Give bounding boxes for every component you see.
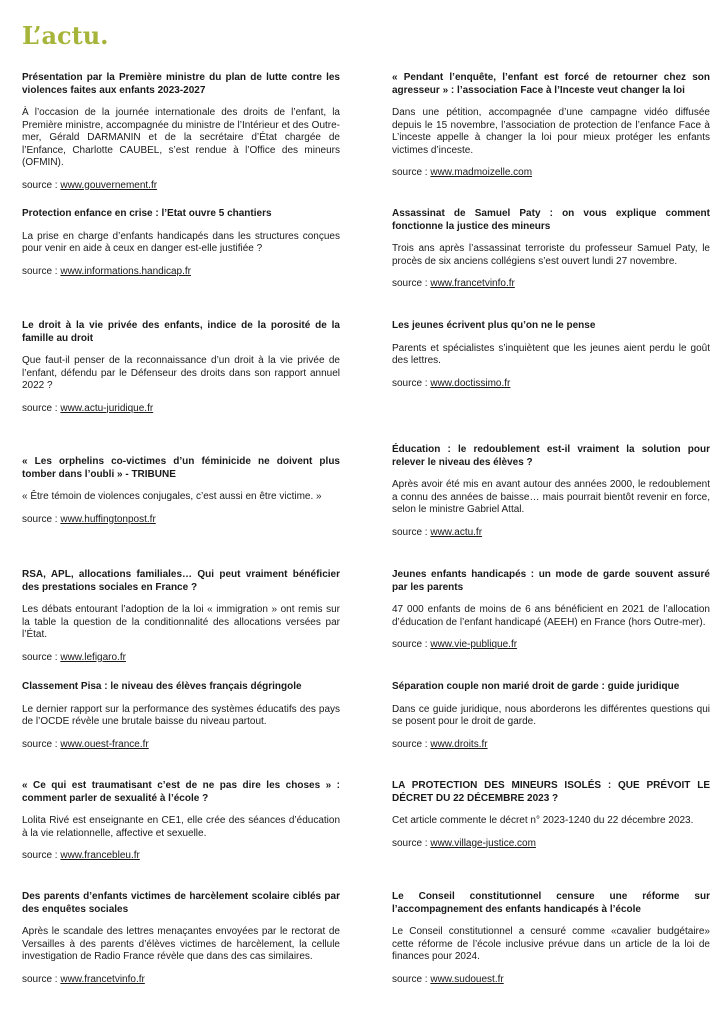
- article-summary: Que faut-il penser de la reconnaissance d’un droit à la vie privée de l’enfant, défendu par le Défenseur des droits dans son rapport annuel 2022 ?: [22, 355, 340, 391]
- source-link[interactable]: www.francetvinfo.fr: [430, 278, 515, 289]
- article-summary: Trois ans après l’assassinat terroriste du professeur Samuel Paty, le procès de six anciens collégiens s’est ouvert lundi 27 novembre.: [392, 243, 710, 267]
- article-title: Le Conseil constitutionnel censure une réforme sur l’accompagnement des enfants handicapés à l’école: [392, 891, 710, 915]
- source-label: source :: [392, 278, 431, 289]
- source-link[interactable]: www.francetvinfo.fr: [60, 973, 145, 985]
- article-summary: 47 000 enfants de moins de 6 ans bénéficient en 2021 de l’allocation d’éducation de l’enfant handicapé (AEEH) en France (hors Outre-mer).: [392, 604, 710, 628]
- source-label: source :: [22, 850, 61, 861]
- article: [22, 891, 340, 986]
- article-source: [392, 639, 710, 652]
- article-summary: « Être témoin de violences conjugales, c’est aussi en être victime. »: [22, 491, 322, 502]
- article: [22, 208, 340, 278]
- article-source: [22, 514, 340, 527]
- article: [392, 681, 710, 751]
- article: [392, 569, 710, 652]
- source-label: source :: [22, 179, 61, 191]
- source-link[interactable]: www.gouvernement.fr: [60, 179, 158, 191]
- article: [22, 72, 340, 192]
- article-title: LA PROTECTION DES MINEURS ISOLÉS : QUE PRÉVOIT LE DÉCRET DU 22 DÉCEMBRE 2023 ?: [392, 780, 710, 804]
- article-source: [22, 180, 340, 193]
- article-source: [392, 739, 710, 752]
- source-label: source :: [22, 973, 61, 985]
- article-title: « Ce qui est traumatisant c’est de ne pas dire les choses » : comment parler de sexualité à l’école ?: [22, 780, 340, 804]
- article-title: Assassinat de Samuel Paty : on vous explique comment fonctionne la justice des mineurs: [392, 208, 710, 232]
- article-source: [22, 403, 340, 416]
- article-title: Séparation couple non marié droit de garde : guide juridique: [392, 681, 680, 692]
- article: [392, 780, 710, 850]
- article: [392, 208, 710, 291]
- article-summary: Parents et spécialistes s’inquiètent que les jeunes aient perdu le goût des lettres.: [392, 342, 710, 366]
- article-title: RSA, APL, allocations familiales… Qui peut vraiment bénéficier des prestations sociales en France ?: [22, 569, 340, 593]
- article-source: [392, 378, 710, 391]
- article-summary: Après avoir été mis en avant autour des années 2000, le redoublement a connu des années de baisse… mais pourrait bientôt revenir en force, selon le ministre Gabriel Attal.: [392, 479, 710, 515]
- source-label: source :: [392, 377, 431, 389]
- source-link[interactable]: www.sudouest.fr: [430, 973, 504, 985]
- source-link[interactable]: www.francebleu.fr: [60, 850, 140, 861]
- source-link[interactable]: www.informations.handicap.fr: [60, 265, 191, 277]
- source-link[interactable]: www.actu.fr: [430, 526, 483, 538]
- article-summary: Les débats entourant l’adoption de la loi « immigration » ont remis sur la table la question de la conditionnalité des allocations versées par l’État.: [22, 604, 340, 640]
- source-link[interactable]: www.village-justice.com: [430, 837, 536, 849]
- source-link[interactable]: www.lefigaro.fr: [60, 651, 126, 663]
- article-source: [22, 974, 340, 987]
- article-summary: Lolita Rivé est enseignante en CE1, elle crée des séances d’éducation à la vie relationnelle, affective et sexuelle.: [22, 815, 340, 839]
- article-title: Protection enfance en crise : l’Etat ouvre 5 chantiers: [22, 208, 272, 219]
- article-title: Des parents d’enfants victimes de harcèlement scolaire ciblés par des enquêtes sociales: [22, 891, 340, 915]
- article: [392, 320, 710, 390]
- article: [392, 891, 710, 986]
- article-summary: Le Conseil constitutionnel a censuré comme «cavalier budgétaire» cette réforme de l’école inclusive prévue dans un article de la loi de finances pour 2024.: [392, 926, 710, 962]
- article-title: « Pendant l’enquête, l’enfant est forcé de retourner chez son agresseur » : l’association Face à l’Inceste veut changer la loi: [392, 72, 710, 96]
- article-source: [22, 850, 340, 863]
- article-source: [392, 278, 710, 291]
- source-link[interactable]: www.vie-publique.fr: [430, 639, 518, 650]
- source-label: source :: [392, 167, 431, 178]
- page-title: L’actu.: [22, 21, 109, 50]
- article-source: [22, 739, 340, 752]
- source-label: source :: [392, 526, 431, 538]
- source-link[interactable]: www.madmoizelle.com: [430, 167, 533, 178]
- source-label: source :: [392, 738, 431, 750]
- article: [22, 780, 340, 863]
- source-label: source :: [22, 265, 61, 277]
- article-summary: Après le scandale des lettres menaçantes envoyées par le rectorat de Versailles à des parents d’élèves victimes de harcèlement, la cellule investigation de Radio France révèle que dans des cas similaires.: [22, 926, 340, 962]
- article-source: [392, 838, 710, 851]
- source-label: source :: [392, 639, 431, 650]
- article: [392, 444, 710, 539]
- article-title: Les jeunes écrivent plus qu’on ne le pense: [392, 320, 596, 331]
- article-source: [392, 167, 710, 180]
- article-source: [392, 974, 710, 987]
- article-summary: Cet article commente le décret n° 2023-1240 du 22 décembre 2023.: [392, 815, 694, 826]
- article: [22, 320, 340, 415]
- article: [392, 72, 710, 180]
- source-label: source :: [22, 402, 61, 414]
- source-link[interactable]: www.actu-juridique.fr: [60, 402, 154, 414]
- article-title: Éducation : le redoublement est-il vraiment la solution pour relever le niveau des élèves ?: [392, 444, 710, 468]
- article-summary: La prise en charge d’enfants handicapés dans les structures conçues pour venir en aide à ceux en danger est-elle justifiée ?: [22, 230, 340, 254]
- source-label: source :: [392, 973, 431, 985]
- source-link[interactable]: www.ouest-france.fr: [60, 738, 149, 750]
- article-summary: Le dernier rapport sur la performance des systèmes éducatifs des pays de l’OCDE révèle une brutale baisse du niveau partout.: [22, 703, 340, 727]
- article-title: Classement Pisa : le niveau des élèves français dégringole: [22, 681, 302, 692]
- article-title: « Les orphelins co-victimes d’un féminicide ne doivent plus tomber dans l’oubli » - TRIBUNE: [22, 456, 340, 480]
- source-label: source :: [392, 837, 431, 849]
- article-source: [22, 266, 340, 279]
- article-summary: Dans une pétition, accompagnée d’une campagne vidéo diffusée depuis le 15 novembre, l’association de protection de l’enfance Face à L’inceste appelle à changer la loi pour mieux protéger les enfants victimes d’inceste.: [392, 107, 710, 156]
- source-label: source :: [22, 738, 61, 750]
- source-link[interactable]: www.droits.fr: [430, 738, 488, 750]
- article: [22, 456, 340, 526]
- article: [22, 681, 340, 751]
- article-source: [392, 527, 710, 540]
- article-summary: À l’occasion de la journée internationale des droits de l’enfant, la Première ministre, accompagnée du ministre de l’Intérieur et des Outre-mer, Gérald DARMANIN et de la secrétaire d’État chargée de l’Enfance, Charlotte CAUBEL, s’est rendue à l’Office des mineurs (OFMIN).: [22, 107, 340, 168]
- source-link[interactable]: www.doctissimo.fr: [430, 377, 511, 389]
- article-title: Présentation par la Première ministre du plan de lutte contre les violences faites aux enfants 2023-2027: [22, 72, 340, 96]
- source-label: source :: [22, 651, 61, 663]
- article-source: [22, 652, 340, 665]
- article: [22, 569, 340, 664]
- article-title: Jeunes enfants handicapés : un mode de garde souvent assuré par les parents: [392, 569, 710, 593]
- article-summary: Dans ce guide juridique, nous aborderons les différentes questions qui se posent pour le droit de garde.: [392, 703, 710, 727]
- article-title: Le droit à la vie privée des enfants, indice de la porosité de la famille au droit: [22, 320, 340, 344]
- source-label: source :: [22, 513, 61, 525]
- source-link[interactable]: www.huffingtonpost.fr: [60, 513, 156, 525]
